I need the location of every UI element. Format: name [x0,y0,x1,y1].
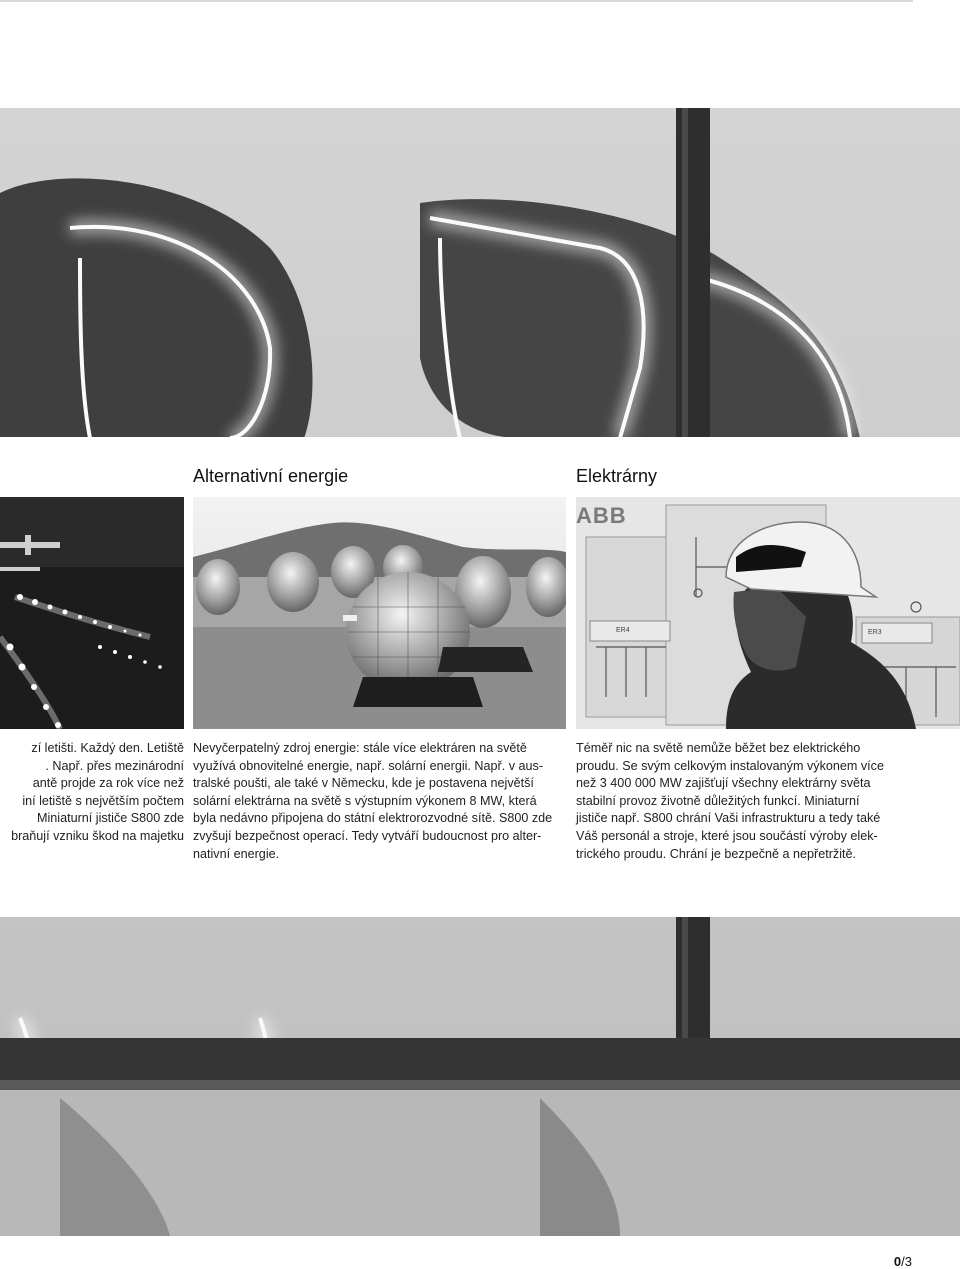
text-line: zvyšují bezpečnost operací. Tedy vytváří budoucnost pro alter- [193,828,542,843]
alternativni-energie-text [193,740,566,863]
text-line: braňují vzniku škod na majetku [11,828,184,843]
text-line: využívá obnovitelné energie, např. solární energii. Např. v aus- [193,758,544,773]
text-line: Miniaturní jističe S800 zde [37,811,184,826]
text-line: jističe např. S800 chrání Vaši infrastrukturu a tedy také [576,811,881,826]
power-plant-worker-photo [576,497,960,729]
letiste-column-text [0,740,184,846]
heading-elektrarny: Elektrárny [576,466,658,486]
abb-logo: ABB [576,503,627,528]
text-line: antě projde za rok více než [32,776,184,791]
text-line: Váš personál a stroje, které jsou součástí výroby elek- [576,828,878,843]
text-line: Téměř nic na světě nemůže běžet bez elektrického [576,741,861,755]
page-number-total: /3 [901,1254,912,1269]
solar-dishes-photo [193,497,566,729]
text-line: stabilní provoz životně důležitých funkcí. Miniaturní [576,793,860,808]
panel-label-right: ER3 [868,629,882,636]
text-line: zí letišti. Každý den. Letiště [31,741,184,755]
text-line: Nevyčerpatelný zdroj energie: stále více elektráren na světě [193,741,527,755]
text-line: nativní energie. [193,846,280,861]
text-line: . Např. přes mezinárodní [45,758,184,773]
text-line: byla nedávno připojena do státní elektrorozvodné sítě. S800 zde [193,811,553,826]
text-line: solární elektrárna na světě s výstupním výkonem 8 MW, která [193,793,537,808]
top-rule [0,0,913,2]
heading-alternativni-energie: Alternativní energie [193,466,349,486]
page-number-current: 0 [893,1254,902,1269]
page-number [894,1254,912,1269]
elektrarny-text [576,740,960,863]
text-line: než 3 400 000 MW zajišťují všechny elektrárny světa [576,776,871,791]
text-line: trického proudu. Chrání je bezpečně a nepřetržitě. [576,846,857,861]
text-line: tralské poušti, ale také v Německu, kde je postavena největší [193,776,534,791]
airport-night-photo [0,497,184,729]
text-line: iní letiště s největším počtem [22,793,184,808]
text-line: proudu. Se svým celkovým instalovaným výkonem více [576,758,884,773]
panel-label-left: ER4 [616,627,630,634]
